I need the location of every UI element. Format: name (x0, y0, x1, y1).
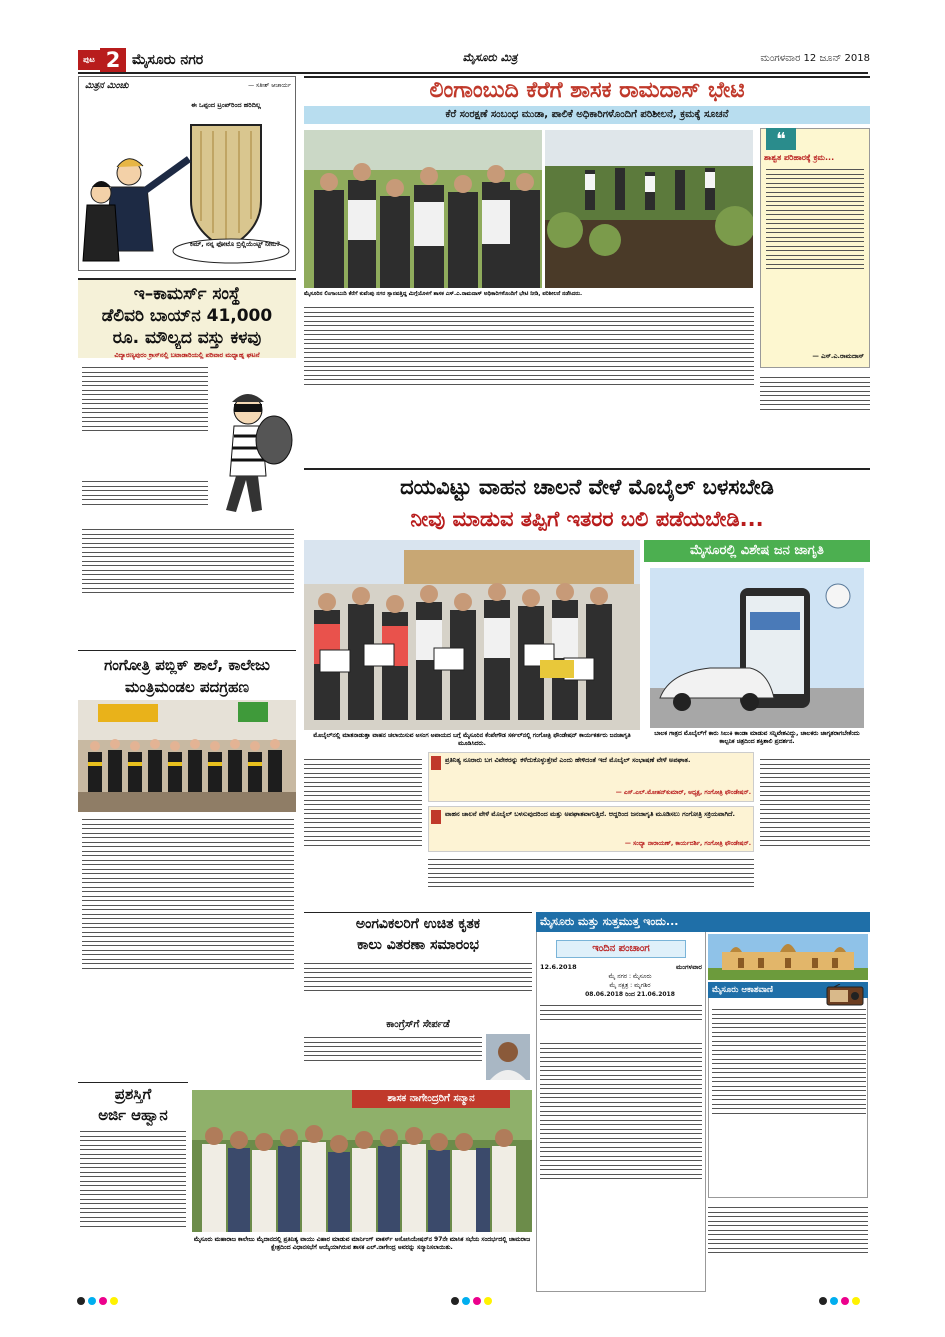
panchanga-title: ಇಂದಿನ ಪಂಚಾಂಗ (592, 943, 650, 954)
main-quote-title: ಶಾಶ್ವತ ಪರಿಹಾರಕ್ಕೆ ಕ್ರಮ... (764, 153, 835, 162)
main-quote-author: — ಎಸ್.ಎ.ರಾಮದಾಸ್ (812, 352, 864, 360)
mobile-caption-left: ಮೊಬೈಲ್‌ನಲ್ಲಿ ಮಾತನಾಡುತ್ತಾ ವಾಹನ ಚಲಾಯಿಸುವ ಅಸಂಗ ಅಪಾಯದ ಬಗ್ಗೆ ಮೈಸೂರಿನ ಕೆಂಪೇಗೌಡ ಸರ್ಕಲ್‌ನಲ್ಲಿ ಗಂಗೋತ್ರಿ ಫೌಂಡೇಷನ್ ಕಾರ್ಯಕರ್ತರು ಜನಜಾಗೃತಿ ಮೂಡಿಸಿದರು. (313, 732, 631, 747)
award-headline-2: ಅರ್ಜಿ ಆಹ್ವಾನ (98, 1106, 168, 1124)
page-label: ಪುಟ (78, 50, 100, 70)
thief-illustration (212, 388, 294, 518)
cartoon-title: ಮಿತ್ರನ ಮಿಂಚು (85, 81, 129, 91)
cartoon-artist: — ಸತೀಶ್ ಆಚಾರ್ಯ (248, 82, 291, 89)
mobile-quote-1 (428, 752, 754, 802)
quote-2-number (431, 810, 441, 824)
panchanga-sub1: ಮೈ ನಕ್ಷತ್ರ : ಮೃಗಶಿರ (609, 982, 651, 989)
mobile-headline-2: ನೀವು ಮಾಡುವ ತಪ್ಪಿಗೆ ಇತರರ ಬಲಿ ಪಡೆಯಬೇಡಿ... (410, 507, 764, 531)
anganwadi-subhead: ಕಾಂಗ್ರೆಸ್‌ಗೆ ಸೇರ್ಪಡೆ (386, 1019, 450, 1030)
main-body-right (760, 374, 870, 440)
registration-marks-center (450, 1296, 500, 1306)
anganwadi-headline-1: ಅಂಗವಿಕಲರಿಗೆ ಉಚಿತ ಕೃತಕ (355, 916, 481, 932)
mobile-body-a (304, 756, 422, 908)
quote-1-number (431, 756, 441, 770)
ecommerce-headline-2: ಡೆಲಿವರಿ ಬಾಯ್‌ನ 41,000 (101, 306, 273, 326)
mobile-photo-left (304, 540, 640, 730)
ecommerce-headline-1: ಇ–ಕಾಮರ್ಸ್ ಸಂಸ್ಥೆ (133, 284, 241, 304)
mobile-body-c (760, 756, 870, 908)
mobile-quote-2-author: — ಸಂಧ್ಯಾ ನಾರಾಯಣ್, ಕಾರ್ಯದರ್ಶಿ, ಗಂಗೋತ್ರಿ ಫೌಂಡೇಷನ್. (624, 840, 751, 847)
panchanga-date: 12.6.2018 (540, 963, 577, 971)
mobile-caption-right: ಬಾಲಕ ಗಾತ್ರದ ಮೊಬೈಲ್‌ಗೆ ಕಾರು ಸಿಲುಕಿ ಕಾಂಡಾ ಮಾಡುವ ಸನ್ನಿವೇಶವಿದ್ದು, ಚಾಲಕರು ಜಾಗೃತರಾಗಬೇಕೆಂದು ಕಾಲ್ಪನಿಕ ಚಿತ್ರದಿಂದ ಶಕ್ತಿಶಾಲಿ ಪ್ರದರ್ಶನ. (654, 730, 860, 745)
events-list (540, 1040, 702, 1288)
radio-schedule (712, 1006, 866, 1196)
radio-more (708, 1204, 868, 1290)
main-headline: ಲಿಂಗಾಂಬುದಿ ಕೆರೆಗೆ ಶಾಸಕ ರಾಮದಾಸ್ ಭೇಟಿ (429, 78, 745, 103)
panchanga-weekday: ಮಂಗಳವಾರ (675, 963, 702, 971)
mobile-quote-2-text: ವಾಹನ ಚಾಲನೆ ವೇಳೆ ಮೊಬೈಲ್ ಬಳಸುವುದರಿಂದ ಮತ್ತು ಅಪಘಾತವಾಗುತ್ತಿದೆ. ಆದ್ದರಿಂದ ಜನಜಾಗೃತಿ ಮೂಡಿಸಲು ಗಂಗೋತ್ರಿ ಸಕ್ರಿಯವಾಗಿದೆ. (445, 810, 735, 818)
school-rule (78, 650, 296, 651)
events-title: ಮೈಸೂರು ಮತ್ತು ಸುತ್ತಮುತ್ತ ಇಂದು... (540, 915, 679, 928)
mobile-rule (304, 468, 870, 470)
panchanga-place: ಮೈ ನಗರ : ಮೈಸೂರು (608, 973, 652, 980)
ecommerce-headline-3: ರೂ. ಮೌಲ್ಯದ ವಸ್ತು ಕಳವು (112, 328, 262, 348)
panchanga-sub2: 08.06.2018 ರಿಂದ 21.06.2018 (585, 991, 675, 998)
school-headline-1: ಗಂಗೋತ್ರಿ ಪಬ್ಲಿಕ್ ಶಾಲೆ, ಕಾಲೇಜು (104, 656, 270, 674)
main-photo-right (545, 130, 753, 288)
main-quote-body (766, 166, 864, 344)
anganwadi-body (304, 960, 532, 1016)
felicitation-caption: ಮೈಸೂರು ಮಹಾರಾಜ ಕಾಲೇಜು ಮೈದಾನದಲ್ಲಿ ಪ್ರತಿನಿತ್ಯ ವಾಯು ವಿಹಾರ ಮಾಡುವ ಮಾರ್ನಿಂಗ್ ವಾಕರ್ಸ್ ಅಸೋಸಿಯೇಷನ್‌ನ 97ನೇ ಮಾಸಿಕ ಸಭೆಯ ಸಂದರ್ಭದಲ್ಲಿ ಚಾಮರಾಜ ಕ್ಷೇತ್ರದಿಂದ ವಿಧಾನಸಭೆಗೆ ಆಯ್ಕೆಯಾಗಿರುವ ಶಾಸಕ ಎಲ್.ನಾಗೇಂದ್ರ ಅವರನ್ನು ಸನ್ಮಾನಿಸಲಾಯಿತು. (193, 1236, 531, 1251)
anganwadi-body-b (304, 1034, 482, 1084)
felicitation-banner-text: ಶಾಸಕ ನಾಗೇಂದ್ರರಿಗೆ ಸನ್ಮಾನ (387, 1093, 475, 1104)
palace-photo (708, 934, 868, 980)
registration-marks-left (76, 1296, 126, 1306)
radio-title: ಮೈಸೂರು ಆಕಾಶವಾಣಿ (712, 985, 773, 995)
ecommerce-subhead: ವಿದ್ಯಾರಣ್ಯಪುರಂ ಕ್ರಾಸ್‌ನಲ್ಲಿ ಬಟಾಡಾರಿಯಲ್ಲಿ ಪರಿವಾರ ಮಧ್ಯಾಹ್ನ ಘಟನೆ (114, 351, 260, 359)
mobile-quote-1-text: ಪ್ರತಿನಿತ್ಯ ನೂರಾರು ಬಗ ವಿವೇಕರನ್ನು ಕಳೆದುಕೊಳ್ಳುತ್ತೇವೆ ಎಂದು ಹೇಳಿದಂತೆ ಇದೆ ಮೊಬೈಲ್ ಸಂಭಾಷಣೆ ವೇಳೆ ಅಪಘಾತ. (445, 756, 691, 764)
school-headline-2: ಮಂತ್ರಿಮಂಡಲ ಪದಗ್ರಹಣ (125, 678, 249, 696)
registration-marks-right (818, 1296, 868, 1306)
mobile-quote-1-author: — ಎಸ್.ಎಲ್.ಮೋಹನ್‌ಕುಮಾರ್, ಅಧ್ಯಕ್ಷ, ಗಂಗೋತ್ರಿ ಫೌಂಡೇಷನ್. (615, 789, 751, 796)
portrait-photo (486, 1034, 530, 1080)
main-photo-left (304, 130, 542, 288)
masthead-rule (78, 72, 868, 74)
panchanga-body (540, 1002, 702, 1036)
mobile-photo-right (650, 568, 864, 728)
mobile-headline-1: ದಯವಿಟ್ಟು ವಾಹನ ಚಾಲನೆ ವೇಳೆ ಮೊಬೈಲ್ ಬಳಸಬೇಡಿ (400, 475, 774, 499)
award-body (80, 1128, 186, 1300)
mobile-banner-text: ಮೈಸೂರಲ್ಲಿ ವಿಶೇಷ ಜನ ಜಾಗೃತಿ (690, 543, 824, 558)
anganwadi-rule (304, 912, 532, 913)
radio-icon (826, 984, 864, 1006)
issue-date: ಮಂಗಳವಾರ 12 ಜೂನ್ 2018 (760, 53, 870, 64)
page-number: 2 (100, 48, 126, 72)
cartoon-bubble: ಕಿಮ್, ನನ್ನ ಫೋಟೊ ಬ್ರಿಲ್ಲಿಯೆಂಟ್ಟ್ ನೀನು? (189, 240, 281, 248)
ecommerce-body-b (82, 478, 208, 524)
felicitation-photo (192, 1090, 532, 1232)
paper-name: ಮೈಸೂರು ಮಿತ್ರ (462, 51, 518, 64)
quote-mark-icon: ❝ (766, 128, 796, 150)
award-headline-1: ಪ್ರಶಸ್ತಿಗೆ (114, 1085, 152, 1103)
main-photo-caption: ಮೈಸೂರಿನ ಲಿಂಗಾಂಬುದಿ ಕೆರೆಗೆ ಕುವೆಂಪು ನಗರ ಸ್ನಾನವತ್ತಿದ್ದ ಮಿಗ್ಗೆಯೊಳಗೆ ಶಾಸಕ ಎಸ್.ಎ.ರಾಮದಾಸ್ ಅಧಿಕಾರಿಗಳೊಂದಿಗೆ ಭೇಟಿ ನೀಡಿ, ಪರಿಶೀಲನೆ ನಡೆಸಿದರು. (304, 291, 583, 297)
school-body (82, 816, 294, 1078)
main-subhead: ಕೆರೆ ಸಂರಕ್ಷಣೆ ಸಂಬಂಧ ಮುಡಾ, ಪಾಲಿಕೆ ಅಧಿಕಾರಿಗಳೊಂದಿಗೆ ಪರಿಶೀಲನೆ, ಕ್ರಮಕ್ಕೆ ಸೂಚನೆ (445, 109, 729, 120)
anganwadi-headline-2: ಕಾಲು ವಿತರಣಾ ಸಮಾರಂಭ (357, 937, 479, 953)
main-body (304, 304, 754, 440)
ecommerce-body-a (82, 364, 208, 476)
ecommerce-body-c (82, 526, 294, 644)
cartoon-caption-top: ಈ ಒಪ್ಪಂದ ಟ್ರಂಪ್‌ರಿಂದ ಹರಿದಿಲ್ಲ (191, 101, 261, 109)
cartoon-box (78, 76, 296, 271)
section-name: ಮೈಸೂರು ನಗರ (132, 52, 204, 68)
school-photo (78, 700, 296, 812)
mobile-body-b (428, 856, 754, 908)
mobile-quote-2 (428, 806, 754, 852)
award-rule (78, 1082, 188, 1083)
